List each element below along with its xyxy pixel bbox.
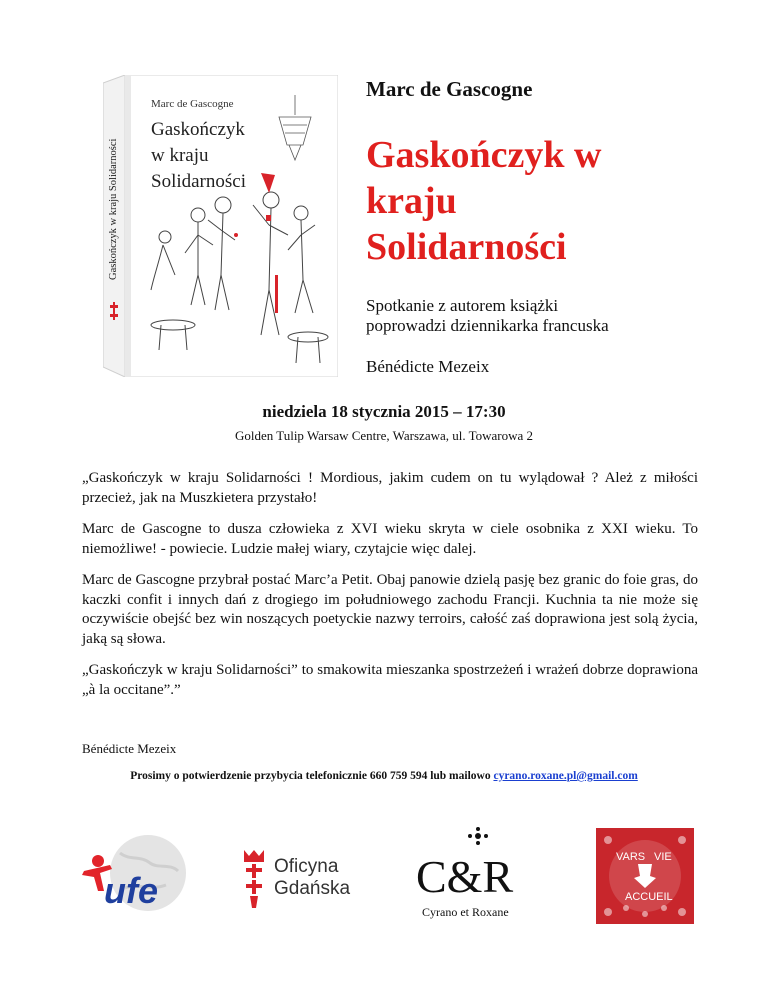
book-spine-title: Gaskończyk w kraju Solidarności — [108, 138, 119, 280]
author-name: Marc de Gascogne — [366, 77, 533, 101]
email-link[interactable]: cyrano.roxane.pl@gmail.com — [493, 770, 638, 782]
vars-bottom: ACCUEIL — [625, 891, 673, 903]
event-title — [366, 132, 696, 270]
ufe-wordmark: ufe — [104, 870, 158, 911]
paragraph: „Gaskończyk w kraju Solidarności ! Mordious, jakim cudem on tu wylądował ? Ależ z miłości przecież, jak na Muszkietera przystało! — [82, 470, 698, 506]
varsovie-accueil-logo — [596, 828, 694, 924]
vars-top-right: VIE — [654, 851, 672, 863]
event-venue: Golden Tulip Warsaw Centre, Warszawa, ul. Towarowa 2 — [234, 428, 534, 443]
paragraph: Marc de Gascogne przybrał postać Marc’a Petit. Obaj panowie dzielą pasję bez granic do foie gras, do kaczki confit i innych dań z drogiego im południowego zachodu Francji. Kuchnia ta nie może się oczywiście obejść bez win noszących poetyckie nazwy terroirs, całość zaś doprawiona jest solą życia, jaką są słowa. — [82, 572, 698, 647]
meeting-description — [366, 296, 609, 336]
occitan-cross-icon — [468, 827, 488, 845]
rsvp-text: Prosimy o potwierdzenie przybycia telefonicznie 660 759 594 lub mailowo — [130, 770, 494, 782]
book-cover-title-2: w kraju — [151, 145, 209, 166]
book-cover-author: Marc de Gascogne — [151, 98, 234, 110]
journalist-name: Bénédicte Mezeix — [366, 357, 490, 376]
oficyna-line-1: Oficyna — [274, 856, 339, 877]
ufe-logo — [70, 833, 202, 913]
event-date: niedziela 18 stycznia 2015 – 17:30 — [262, 402, 506, 421]
vars-top-left: VARS — [616, 851, 646, 863]
oficyna-crown-icon — [244, 850, 264, 908]
description-text — [82, 469, 698, 712]
oficyna-gdanska-logo — [240, 848, 360, 912]
book-cover-image — [103, 75, 338, 377]
book-cover-title-1: Gaskończyk — [151, 119, 245, 140]
event-title-line-2: kraju — [366, 180, 457, 222]
oficyna-line-2: Gdańska — [274, 878, 351, 899]
event-title-line-1: Gaskończyk w — [366, 134, 602, 176]
paragraph: „Gaskończyk w kraju Solidarności” to smakowita mieszanka spostrzeżeń i wrażeń dobrze doprawiona „à la occitane”.” — [82, 662, 698, 698]
paragraph: Marc de Gascogne to dusza człowieka z XVI wieku skryta w ciele osobnika z XXI wieku. To niemożliwe! - powiecie. Ludzie małej wiary, czytajcie więc dalej. — [82, 521, 698, 557]
rsvp-line — [0, 770, 768, 782]
cyrano-roxane-logo — [412, 826, 522, 926]
meeting-line-2: poprowadzi dziennikarka francuska — [366, 316, 609, 335]
cr-monogram: C&R — [416, 851, 514, 902]
meeting-line-1: Spotkanie z autorem książki — [366, 296, 559, 315]
book-cover-title-3: Solidarności — [151, 171, 246, 192]
event-title-line-3: Solidarności — [366, 226, 567, 268]
signature: Bénédicte Mezeix — [82, 741, 177, 756]
cr-name: Cyrano et Roxane — [422, 905, 509, 919]
